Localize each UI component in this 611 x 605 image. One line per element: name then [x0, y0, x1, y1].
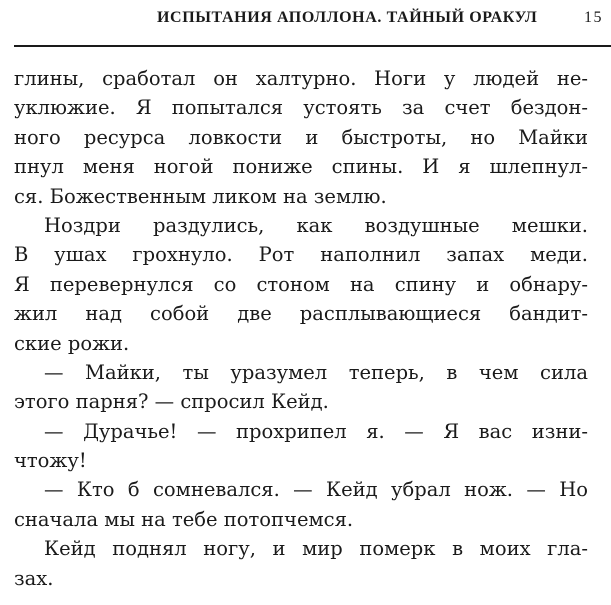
text-line: ного ресурса ловкости и быстроты, но Майки: [14, 125, 588, 149]
text-line: пнул меня ногой пониже спины. И я шлепнул-: [14, 155, 588, 179]
text-line: зах.: [14, 566, 54, 590]
header-divider: [14, 45, 611, 47]
text-line: уклюжие. Я попытался устоять за счет бездон-: [14, 96, 588, 120]
text-line: — Дурачье! — прохрипел я. — Я вас изни-: [44, 419, 588, 443]
running-title: ИСПЫТАНИЯ АПОЛЛОНА. ТАЙНЫЙ ОРАКУЛ: [157, 9, 538, 26]
text-line: — Майки, ты уразумел теперь, в чем сила: [44, 360, 588, 384]
running-header: [0, 8, 611, 32]
text-line: этого парня? — спросил Кейд.: [14, 390, 329, 414]
text-line: — Кто б сомневался. — Кейд убрал нож. — Но: [44, 478, 588, 502]
text-line: Кейд поднял ногу, и мир померк в моих гла-: [44, 537, 588, 561]
body-text: [14, 64, 588, 593]
text-line: Я перевернулся со стоном на спину и обнару-: [14, 272, 588, 296]
text-line: жил над собой две расплывающиеся бандит-: [14, 302, 588, 326]
text-line: Ноздри раздулись, как воздушные мешки.: [44, 213, 588, 237]
text-line: ские рожи.: [14, 331, 130, 355]
text-line: сначала мы на тебе потопчемся.: [14, 507, 354, 531]
text-line: глины, сработал он халтурно. Ноги у людей не-: [14, 67, 588, 90]
page-number: 15: [584, 9, 603, 26]
text-line: чтожу!: [14, 449, 87, 473]
text-line: ся. Божественным ликом на землю.: [14, 184, 387, 208]
text-line: В ушах грохнуло. Рот наполнил запах меди.: [14, 243, 588, 267]
